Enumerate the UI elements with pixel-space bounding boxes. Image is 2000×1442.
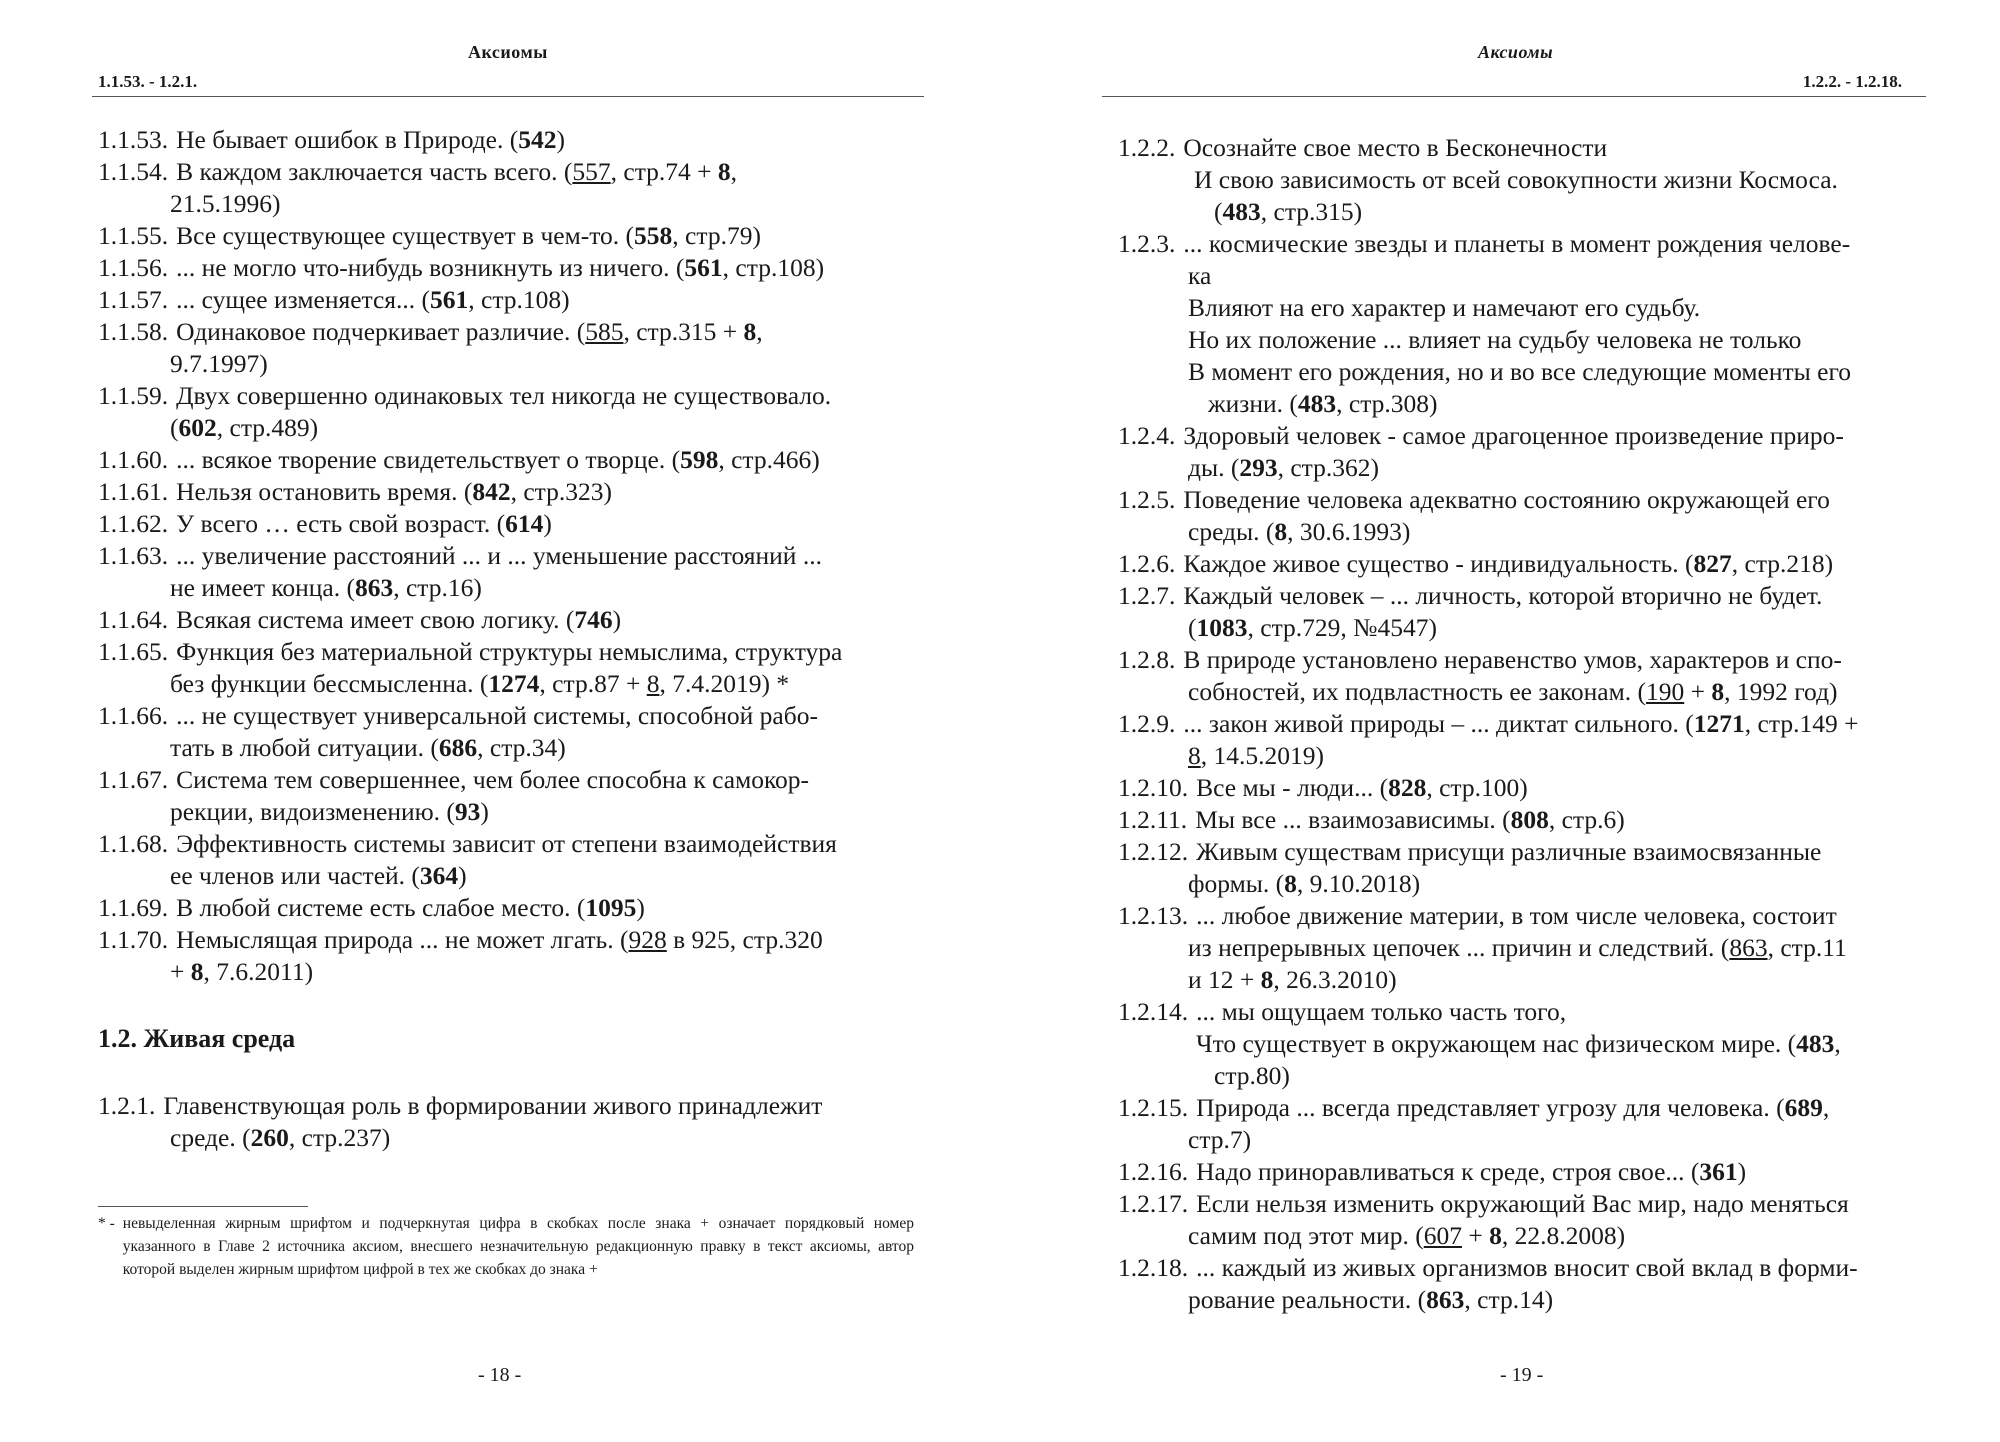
axiom-entry: 1.2.8. В природе установлено неравенство умов, характеров и спо- xyxy=(1118,645,1842,674)
axiom-range: 1.1.53. - 1.2.1. xyxy=(98,72,198,91)
axiom-entry: 1.2.2. Осознайте свое место в Бесконечности xyxy=(1118,133,1608,162)
axiom-entry: 1.1.55. Все существующее существует в чем-то. (558, стр.79) xyxy=(98,221,761,250)
axiom-range: 1.2.2. - 1.2.18. xyxy=(1802,72,1902,91)
axiom-continuation: ее членов или частей. (364) xyxy=(170,861,467,890)
axiom-continuation: + 8, 7.6.2011) xyxy=(170,957,314,986)
axiom-continuation: 8, 14.5.2019) xyxy=(1188,741,1324,770)
axiom-entry: 1.1.61. Нельзя остановить время. (842, стр.323) xyxy=(98,477,612,506)
axiom-continuation: Влияют на его характер и намечают его судьбу. xyxy=(1188,293,1701,322)
axiom-continuation: Что существует в окружающем нас физическом мире. (483, xyxy=(1196,1029,1841,1058)
axiom-entry: 1.1.69. В любой системе есть слабое место. (1095) xyxy=(98,893,645,922)
running-title: Аксиомы xyxy=(468,42,548,62)
axiom-entry: 1.1.60. ... всякое творение свидетельствует о творце. (598, стр.466) xyxy=(98,445,820,474)
axiom-entry: 1.2.14. ... мы ощущаем только часть того, xyxy=(1118,997,1567,1026)
axiom-continuation: собностей, их подвластность ее законам. (190 + 8, 1992 год) xyxy=(1188,677,1838,706)
axiom-list xyxy=(1118,132,1924,1316)
axiom-entry: 1.1.67. Система тем совершеннее, чем более способна к самокор- xyxy=(98,765,810,794)
axiom-continuation: рекции, видоизменению. (93) xyxy=(170,797,489,826)
header-rule xyxy=(92,96,924,97)
axiom-continuation: и 12 + 8, 26.3.2010) xyxy=(1188,965,1397,994)
axiom-continuation: жизни. (483, стр.308) xyxy=(1208,389,1438,418)
axiom-continuation: среде. (260, стр.237) xyxy=(170,1123,391,1152)
axiom-entry: 1.2.17. Если нельзя изменить окружающий Вас мир, надо меняться xyxy=(1118,1189,1849,1218)
axiom-continuation: 21.5.1996) xyxy=(170,189,281,218)
axiom-continuation: без функции бессмысленна. (1274, стр.87 + 8, 7.4.2019) * xyxy=(170,669,790,698)
axiom-list xyxy=(98,124,916,988)
header-rule xyxy=(1102,96,1926,97)
axiom-entry: 1.2.4. Здоровый человек - самое драгоценное произведение приро- xyxy=(1118,421,1844,450)
axiom-continuation: В момент его рождения, но и во все следующие моменты его xyxy=(1188,357,1852,386)
axiom-continuation: И свою зависимость от всей совокупности жизни Космоса. xyxy=(1194,165,1838,194)
axiom-list-section xyxy=(98,1090,916,1154)
page-number: - 18 - xyxy=(478,1364,522,1386)
axiom-entry: 1.1.62. У всего … есть свой возраст. (614) xyxy=(98,509,552,538)
axiom-entry: 1.1.59. Двух совершенно одинаковых тел никогда не существовало. xyxy=(98,381,832,410)
axiom-entry: 1.2.10. Все мы - люди... (828, стр.100) xyxy=(1118,773,1528,802)
axiom-entry: 1.1.56. ... не могло что-нибудь возникнуть из ничего. (561, стр.108) xyxy=(98,253,825,282)
axiom-entry: 1.2.13. ... любое движение материи, в том числе человека, состоит xyxy=(1118,901,1837,930)
axiom-continuation: Но их положение ... влияет на судьбу человека не только xyxy=(1188,325,1802,354)
section-heading: 1.2. Живая среда xyxy=(98,1024,296,1053)
axiom-entry: 1.2.18. ... каждый из живых организмов вносит свой вклад в форми- xyxy=(1118,1253,1858,1282)
axiom-entry: 1.2.11. Мы все ... взаимозависимы. (808, стр.6) xyxy=(1118,805,1625,834)
axiom-continuation: стр.80) xyxy=(1214,1061,1290,1090)
footnote-rule xyxy=(98,1206,308,1207)
axiom-entry: 1.1.64. Всякая система имеет свою логику. (746) xyxy=(98,605,622,634)
axiom-entry: 1.1.57. ... сущее изменяется... (561, стр.108) xyxy=(98,285,570,314)
footnote-mark: * - xyxy=(98,1215,115,1232)
axiom-entry: 1.2.9. ... закон живой природы – ... диктат сильного. (1271, стр.149 + xyxy=(1118,709,1859,738)
axiom-continuation: из непрерывных цепочек ... причин и следствий. (863, стр.11 xyxy=(1188,933,1847,962)
axiom-continuation: самим под этот мир. (607 + 8, 22.8.2008) xyxy=(1188,1221,1626,1250)
axiom-entry: 1.1.58. Одинаковое подчеркивает различие. (585, стр.315 + 8, xyxy=(98,317,763,346)
running-title: Аксиомы xyxy=(1478,42,1554,62)
axiom-continuation: тать в любой ситуации. (686, стр.34) xyxy=(170,733,566,762)
axiom-continuation: 9.7.1997) xyxy=(170,349,268,378)
axiom-entry: 1.1.65. Функция без материальной структуры немыслима, структура xyxy=(98,637,843,666)
axiom-continuation: среды. (8, 30.6.1993) xyxy=(1188,517,1411,546)
axiom-entry: 1.2.3. ... космические звезды и планеты в момент рождения челове- xyxy=(1118,229,1851,258)
axiom-entry: 1.1.63. ... увеличение расстояний ... и ... уменьшение расстояний ... xyxy=(98,541,822,570)
axiom-entry: 1.1.53. Не бывает ошибок в Природе. (542) xyxy=(98,125,565,154)
axiom-entry: 1.2.5. Поведение человека адекватно состоянию окружающей его xyxy=(1118,485,1830,514)
axiom-entry: 1.1.70. Немыслящая природа ... не может лгать. (928 в 925, стр.320 xyxy=(98,925,823,954)
axiom-continuation: (1083, стр.729, №4547) xyxy=(1188,613,1437,642)
axiom-continuation: стр.7) xyxy=(1188,1125,1252,1154)
right-page xyxy=(1000,0,2000,1442)
axiom-continuation: не имеет конца. (863, стр.16) xyxy=(170,573,482,602)
axiom-continuation: (602, стр.489) xyxy=(170,413,319,442)
footnote xyxy=(98,1212,914,1281)
axiom-entry: 1.2.7. Каждый человек – ... личность, которой вторично не будет. xyxy=(1118,581,1823,610)
axiom-continuation: ка xyxy=(1188,261,1212,290)
axiom-continuation: ды. (293, стр.362) xyxy=(1188,453,1379,482)
footnote-text: невыделенная жирным шрифтом и подчеркнутая цифра в скобках после знака + означает порядковый номер указанного в Главе 2 источника аксиом, внесшего незначительную редакционную правку в текст аксиомы, автор которой выделен жирным шрифтом цифрой в тех же скобках до знака + xyxy=(122,1215,914,1278)
axiom-entry: 1.1.68. Эффективность системы зависит от степени взаимодействия xyxy=(98,829,837,858)
axiom-entry: 1.2.15. Природа ... всегда представляет угрозу для человека. (689, xyxy=(1118,1093,1830,1122)
axiom-entry: 1.2.16. Надо приноравливаться к среде, строя свое... (361) xyxy=(1118,1157,1747,1186)
axiom-continuation: (483, стр.315) xyxy=(1214,197,1363,226)
axiom-entry: 1.2.1. Главенствующая роль в формировании живого принадлежит xyxy=(98,1091,823,1120)
axiom-entry: 1.2.6. Каждое живое существо - индивидуальность. (827, стр.218) xyxy=(1118,549,1834,578)
axiom-entry: 1.1.54. В каждом заключается часть всего. (557, стр.74 + 8, xyxy=(98,157,738,186)
axiom-entry: 1.2.12. Живым существам присущи различные взаимосвязанные xyxy=(1118,837,1822,866)
axiom-continuation: рование реальности. (863, стр.14) xyxy=(1188,1285,1554,1314)
axiom-continuation: формы. (8, 9.10.2018) xyxy=(1188,869,1421,898)
page-number: - 19 - xyxy=(1500,1364,1544,1386)
axiom-entry: 1.1.66. ... не существует универсальной системы, способной рабо- xyxy=(98,701,818,730)
